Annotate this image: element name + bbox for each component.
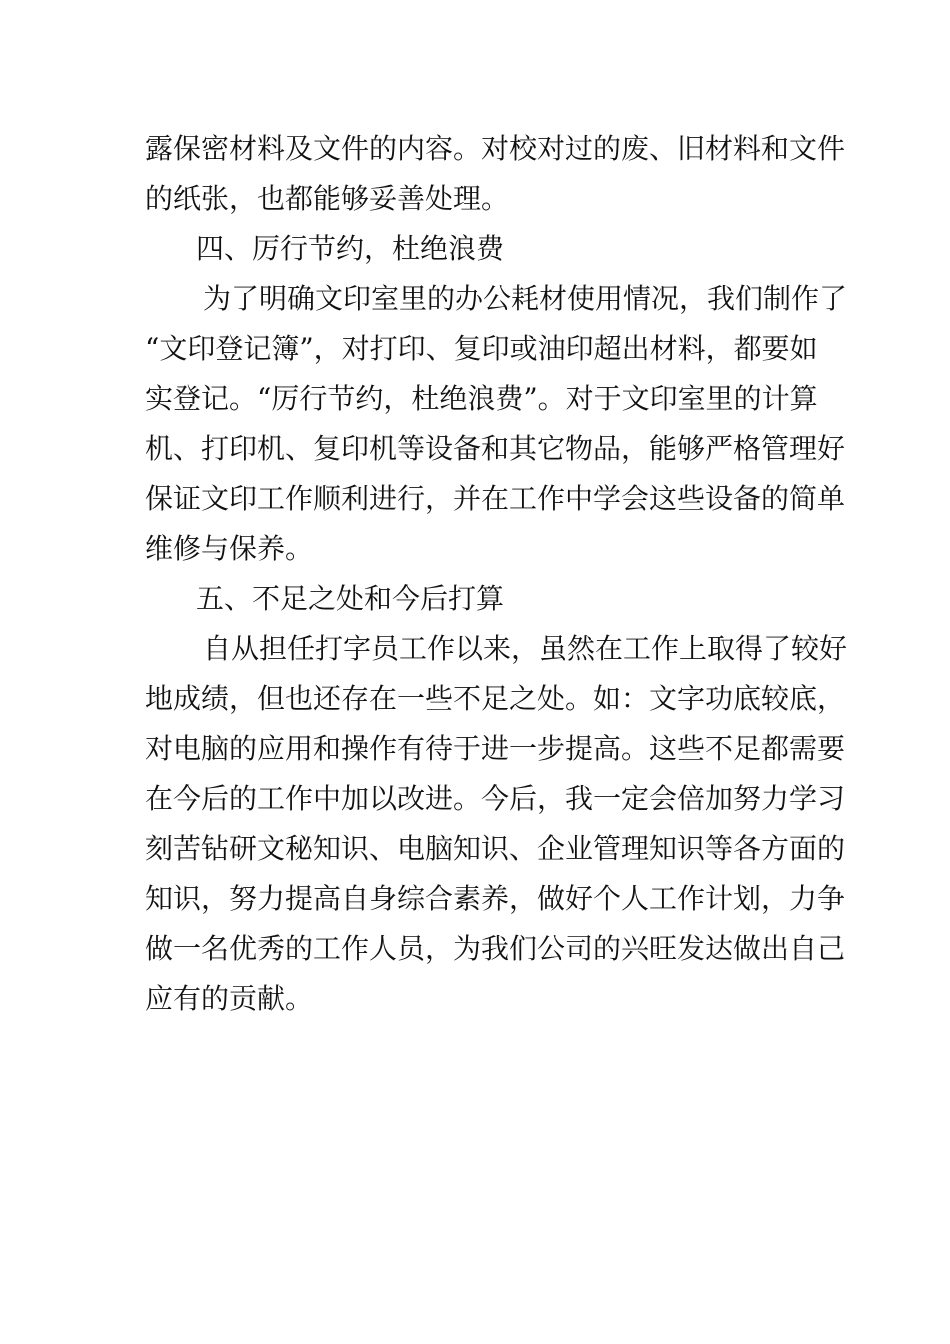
text-line: 保证文印工作顺利进行，并在工作中学会这些设备的简单 [145, 482, 846, 515]
text-line: 做一名优秀的工作人员，为我们公司的兴旺发达做出自己 [145, 932, 846, 965]
text-line: 刻苦钻研文秘知识、电脑知识、企业管理知识等各方面的 [145, 832, 846, 865]
text-line: 在今后的工作中加以改进。今后，我一定会倍加努力学习 [145, 782, 846, 815]
section-heading: 四、厉行节约，杜绝浪费 [196, 232, 505, 265]
text-line: 应有的贡献。 [145, 982, 314, 1015]
text-line: 实登记。“厉行节约，杜绝浪费”。对于文印室里的计算 [145, 382, 818, 415]
text-line: 露保密材料及文件的内容。对校对过的废、旧材料和文件 [145, 132, 846, 165]
text-line: 地成绩，但也还存在一些不足之处。如：文字功底较底， [145, 682, 846, 715]
text-line: 对电脑的应用和操作有待于进一步提高。这些不足都需要 [145, 732, 846, 765]
text-line: 为了明确文印室里的办公耗材使用情况，我们制作了 [203, 282, 848, 315]
text-line: 机、打印机、复印机等设备和其它物品，能够严格管理好 [145, 432, 846, 465]
text-line: 知识，努力提高自身综合素养，做好个人工作计划，力争 [145, 882, 846, 915]
section-heading: 五、不足之处和今后打算 [196, 582, 505, 615]
text-line: 维修与保养。 [145, 532, 314, 565]
text-line: 的纸张，也都能够妥善处理。 [145, 182, 510, 215]
text-line: 自从担任打字员工作以来，虽然在工作上取得了较好 [203, 632, 848, 665]
text-line: “文印登记簿”，对打印、复印或油印超出材料，都要如 [145, 332, 818, 365]
